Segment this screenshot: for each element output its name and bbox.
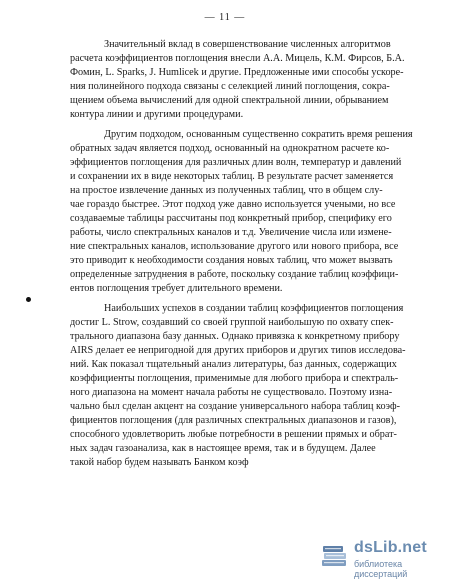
text-line: Наибольших успехов в создании таблиц коэффициентов поглощения xyxy=(104,303,404,314)
text-line: фициентов поглощения (для различных спектральных диапазонов и газов), xyxy=(70,415,397,426)
dslib-watermark[interactable] xyxy=(320,539,442,579)
text-line: на простое извлечение данных из полученных таблиц, что в общем слу- xyxy=(70,185,383,196)
book-stack-icon xyxy=(320,542,350,572)
text-line: ного диапазона на момент начала работы не существовало. Поэтому изна- xyxy=(70,387,393,398)
watermark-title: dsLib.net xyxy=(354,539,427,556)
text-line: контура линии и другими процедурами. xyxy=(70,109,244,120)
text-line: Фомин, L. Sparks, J. Humlicek и другие. Предложенные ими способы ускоре- xyxy=(70,67,404,78)
text-line: расчета коэффициентов поглощения внесли А.А. Мицель, К.М. Фирсов, Б.А. xyxy=(70,53,405,64)
text-line: достиг L. Strow, создавший со своей группой наибольшую по охвату спек- xyxy=(70,317,394,328)
text-line: определенные затруднения в работе, поскольку создание таблиц коэффици- xyxy=(70,269,399,280)
text-line: коэффициенты поглощения, применимые для любого прибора и спектраль- xyxy=(70,373,399,384)
text-line: это приводит к необходимости создания новых таблиц, что может вызвать xyxy=(70,255,393,266)
text-line: Значительный вклад в совершенствование численных алгоритмов xyxy=(104,39,391,50)
text-line: Другим подходом, основанным существенно сократить время решения xyxy=(104,129,413,140)
page-number: — 11 — xyxy=(204,12,246,23)
text-line: обратных задач является подход, основанный на однократном расчете ко- xyxy=(70,143,390,154)
watermark-subtitle: библиотека диссертаций xyxy=(354,559,408,579)
text-line: щением объема вычислений для одной спектральной линии, обрыванием xyxy=(70,95,389,106)
text-line: создаваемые таблицы рассчитаны под конкретный прибор, специфику его xyxy=(70,213,392,224)
text-line: чае гораздо быстрее. Этот подход уже давно используется учеными, но все xyxy=(70,199,396,210)
text-line: AIRS делает ее непригодной для других приборов и других типов исследова- xyxy=(70,345,406,356)
margin-ink-mark xyxy=(26,297,31,302)
text-line: ния полинейного подхода связаны с селекцией линий поглощения, сокра- xyxy=(70,81,390,92)
text-line: и сохранении их в виде некоторых таблиц. В результате расчет заменяется xyxy=(70,171,394,182)
text-line: ний. Как показал тщательный анализ литературы, баз данных, содержащих xyxy=(70,359,397,370)
text-line: ных задач газоанализа, как в настоящее время, так и в будущем. Далее xyxy=(70,443,376,454)
text-line: ентов поглощения требует длительного времени. xyxy=(70,283,283,294)
text-line: чально был сделан акцент на создание универсального набора таблиц коэф- xyxy=(70,401,400,412)
text-line: трального диапазона базу данных. Однако привязка к конкретному прибору xyxy=(70,331,400,342)
text-line: эффициентов поглощения для различных длин волн, температур и давлений xyxy=(70,157,402,168)
text-line: такой набор будем называть Банком коэф xyxy=(70,457,249,468)
text-line: ние спектральных каналов, использование другого или нового прибора, все xyxy=(70,241,399,252)
text-line: способного удовлетворить любые потребности в решении прямых и обрат- xyxy=(70,429,397,440)
text-line: работы, число спектральных каналов и т.д. Увеличение числа или измене- xyxy=(70,227,392,238)
